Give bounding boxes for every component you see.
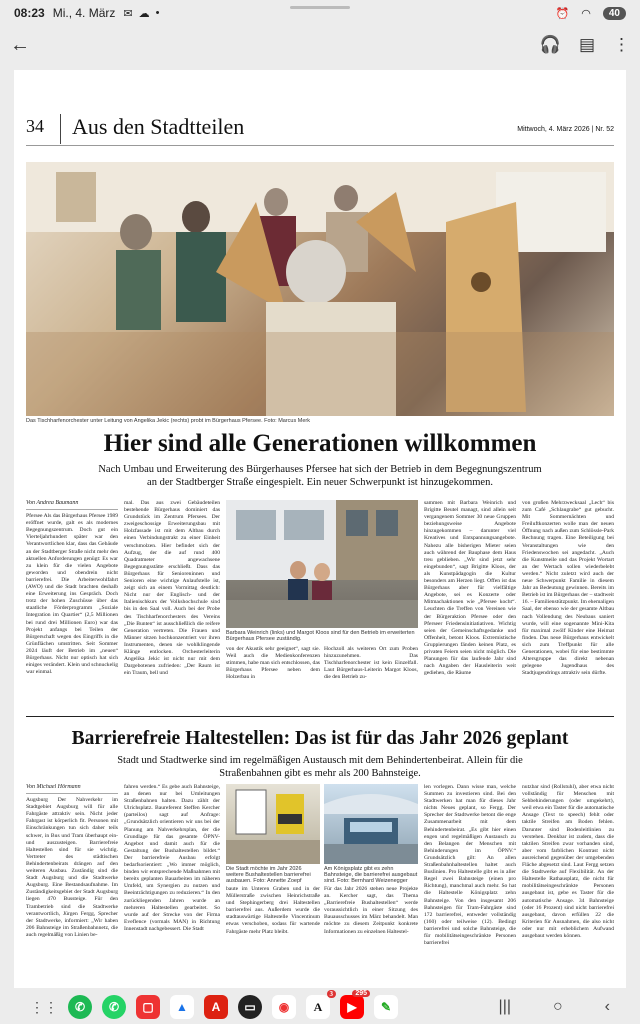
- newspaper-app-icon[interactable]: A 3: [306, 995, 330, 1019]
- whatsapp-app-icon[interactable]: ✆: [102, 995, 126, 1019]
- byline: Von Michael Hörmann: [26, 784, 118, 794]
- dot-icon: •: [155, 7, 160, 19]
- byline: Von Andrea Baumann: [26, 500, 118, 510]
- phone-app-icon[interactable]: ✆: [68, 995, 92, 1019]
- home-icon[interactable]: ○: [553, 998, 563, 1015]
- article-column: Für das Jahr 2026 stehen neue Projekte an. Kercher sagt, das Thema „Barrierefreie Bushaltestellen“ werde voraussichtlich in einer Sitzung des Bauausschusses im März behandelt. Man möchte zu diesem Zeitpunkt konkrete Informationen zu einzelnen Haltestel-: [324, 886, 418, 935]
- app-drawer-icon[interactable]: ⋮⋮: [30, 998, 58, 1015]
- battery-indicator: 40: [603, 7, 626, 20]
- article-column: [26, 784, 118, 984]
- flipboard-app-icon[interactable]: ▢: [136, 995, 160, 1019]
- article-column: sammen mit Barbara Weinrich und Brigitte Beutel managt, sind allein seit vergangenem Sommer 30 neue Gruppen beziehungsweise Angebote hinzugekommen – darunter viel Kreatives und Entspannungsangebote. Nahezu alle bisherigen Mieter seien auch während der Bauphase dem Haus treu geblieben. „Wir sind jetzt sehr eingebunden“, sagt Brigitte Kloos, der als Kunstpädagogin die Kultur besonders am Herzen liegt. Offen ist das Bürgerhaus aber für vielfältige Angebote, sei es Konzerte oder Mitmachaktionen wie „Pfersee kocht“. Leuchten die Treffen von Vereinen wie der Bürgeraktion Pfersee oder den Pferseer Friedensinitiatiativen. Wichtig seien der Gemeinschaftsgedanke und Offenheit, betont Kloos. Extremistische Gruppierungen fänden keinen Platz, es privaten Feiern seien nicht möglich. Die Planungen für das laufende Jahr sind nach Angaben der Hausleiterin weit gediehen, die Räume: [424, 500, 516, 677]
- article-column: nutzbar sind (Rollstuhl), aber etwa nicht vollständig für Menschen mit Sehbehinderungen (oder umgekehrt), weil etwa ein Taster für die automatische Ansage (Text to speech) fehlt oder taktile Streifen am Boden fehlen. Darunter sind Bodenleitlinien zu verstehen. Denkbar ist zudem, dass die taktilen Streifen zwar vorhanden sind, aber vom farblichen Kontrast nicht ausreichend gegenüber der umgebenden Fläche abgesetzt sind. Laut Fergg setzen die Stadtwerke auf Flexibilität. An der Haltestelle Rathausplatz, die nicht für mobilitätseingeschränkte Personen ausgebaut ist, gebe es Taster für die automatische Ansage. 34 Bahnsteige (oder 16 Prozent) sind nicht barrierefrei ausgebaut, davon erfüllen 22 die Kriterien für Ausnahmen, die also nicht oder nur mit erheblichem Aufwand ausgebaut werden können.: [522, 784, 614, 939]
- article-column: len vorlegen. Dann wisse man, welche Summen zu investieren sind. Bei den Stadtwerken hat man für dieses Jahr nichts Neues geplant, so Fergg. Der Sprecher der Stadtwerke betont die enge Zusammenarbeit mit dem Behindertenbeirat. „Es gibt hier einen engen und regelmäßigen Austausch zu den Belangen der Menschen mit Behinderungen im ÖPNV.“ Grundsätzlich gilt: An allen Straßenbahnhaltestellen haltet auch Buslinien. Pro Haltestelle gibt es in aller Regel zwei Bahnsteige (einen pro Richtung), manchmal auch mehr. So hat die Haltestelle Königsplatz zehn Bahnsteige. Von den insgesamt 206 Bahnsteigen für Tram-Fahrgäste sind 172 barrierefrei, entweder vollständig (160) oder teilweise (12). Bedingt barrierefrei und solche Bahnsteige, die für mobilitätseingeschränkte Personen barrierefrei: [424, 784, 516, 947]
- article-column: fahren werden.“ Es gebe auch Bahnsteige, an denen nur bei Umleitungen Straßenbahnen halten. Dazu zählt der Ulrichsplatz. Baureferent Steffen Kercher (parteilos) sagt auf Anfrage: „Grundsätzlich orientieren wir uns bei der Planung am Nahverkehrsplan, der die Grundlage für das gesamte ÖPNV-Angebot und damit auch für die Gestaltung der Bushaltestellen bildet.“ Der barrierefreie Ausbau erfolgt bedarfsorientiert: „Wo immer möglich, binden wir entsprechende Maßnahmen mit bereits geplanten Bauarbeiten im näheren Umfeld, um Synergien zu nutzen und Beeinträchtigungen zu reduzieren.“ In den zurückliegenden Jahren wurde an mehreren Haltestellen gearbeitet. So wurde auf der Strecke von der Firma Eveflence (vormals MAN) in Richtung Innenstadt nachgebessert. Die Stadt: [124, 784, 220, 932]
- clock: 08:23: [14, 6, 45, 20]
- youtube-app-icon[interactable]: ▶ 295: [340, 995, 364, 1019]
- system-nav-bar: [0, 990, 640, 1024]
- article-lead: Nach Umbau und Erweiterung des Bürgerhauses Pfersee hat sich der Betrieb in dem Begegnungszentrum an der Stadtberger Straße eingespielt. Ein neuer Schwerpunkt ist hinzugekommen.: [98, 464, 542, 488]
- app-bar: [0, 26, 640, 64]
- date: Mi., 4. März: [52, 6, 116, 20]
- maps-app-icon[interactable]: ◉: [272, 995, 296, 1019]
- acrobat-app-icon[interactable]: A: [204, 995, 228, 1019]
- bus-app-icon[interactable]: ▭: [238, 995, 262, 1019]
- more-menu-icon[interactable]: ⋮: [613, 35, 630, 54]
- staff-photo: [226, 500, 418, 628]
- article-column: mal. Das aus zwei Gebäudeteilen bestehende Bürgerhaus dominiert das Grundstück im Zentrum Pfersees. Der zweigeschossige Erweiterungsbau mit Holzfassade ist mit dem Altbau durch einen Verbindungstrakt zu einer Einheit verschmolzen. Hier befindet sich der Aufzug, der die auf rund 400 Quadratmeter angewachsene Begegnungsstätte erschließt. Dass das Bürgerhaus für Senioreninnen und Senioren eine wichtige Anlaufstelle ist, zeigt sich an einem Vormittag deutlich: Nicht nur der Englisch- und der Italienischkurs der Volkshochschule sind bis in den Saal voll. Auch bei der Probe des Tischharfenorchesters des Vereins „Die Bunten“ ist ausschließlich die reifere Generation vertreten. Die Frauen und Männer sitzen hochkonzentriert vor ihren Instrumenten, denen sie wohlklingende Klänge entlocken. Orchesterleiterin Angelika Jekic ist nicht nur mit dem Dargebotenen zufrieden: „Der Raum ist ein Traum, bell und: [124, 500, 220, 677]
- back-icon[interactable]: ‹: [604, 998, 610, 1015]
- headphones-icon[interactable]: 🎧: [539, 35, 561, 54]
- status-bar: [0, 0, 640, 26]
- photo-caption: Barbara Weinrich (links) und Margot Kloos sind für den Betrieb im erweiterten Bürgerhaus Pfersee zuständig.: [226, 630, 415, 642]
- wifi-icon: ◠: [581, 7, 591, 20]
- article-column: von großen Mehrzwecksaal „Lech“ bis zum Café „Schlaugrabe“ gut gebucht. Mit Sommernächten und Freiluftkonzerten wolle man der neuen Öffnung nach außen zum Schlössle-Park Rechnung tragen. Eine Beteiligung bei Veranstaltungen wie den Friedenswochen sei angedacht. „Auch die Kunstmeile und das Projekt Wortart an der Wertach sollen wiederbelebt werden.“ Nicht zuletzt wird auch der neue Schwerpunkt Familie in diesem Jahr an Bedeutung gewinnen. Bereits im Betrieb ist im Bürgerhaus der – stadtweit 16. – Familienstützpunkt. Im ehemaligen Saal, der ebenso wie der gesamte Altbau nach Vollendung des Neubaus saniert wurde, will eine sogenannte Mini-Kita für maximal zwölf Kinder eine Heimat finden. Das neue Bürgerhaus entwickelt sich zum Treffpunkt für alle Generationen, wobei für eine bestimmte Altersgruppe das direkt nebenan gelegene Jugendhaus des Stadtjugendrings attraktiv sein dürfte.: [522, 500, 614, 677]
- article-text: Pfersee Als das Bürgerhaus Pfersee 1989 eröffnet wurde, galt es als modernes Begegnungszentrum. Doch gut ein Vierteljahrhundert später war den Verantwortlichen klar, dass das Gebäude an der Stadtberger Straße nicht mehr den aktuellen Anforderungen genügt: Es war zu klein für die vielen Angebote geworden und obendrein nicht barrierefrei. Die Arbeiterwohlfahrt (AWO) und die Stadt brachten deshalb eine Erweiterung ins Gespräch. Doch trotz der hohen Zuschüsse über das staatliche Förderprogramm „Soziale Integration im Quartier“ (2,5 Millionen bei rund drei Millionen Euro) war das Projekt anfangs bei Teilen der Bürgerschaft wegen des Eingriffs in die Grünflächen umstritten. Seit Sommer 2024 läuft der Betrieb im „neuen“ Bürgerhaus. Nicht nur optisch hat sich einiges verändert. Klein und schnuckelig war einmal.: [26, 513, 118, 676]
- article-column: Hochzoll als weiteren Ort zum Proben hinzuzunehmen. Das Tischharfenorchester ist kein Einzelfall. Laut Bürgerhaus-Leiterin Margot Kloos, die den Betrieb zu-: [324, 646, 418, 681]
- page-number: 34: [26, 116, 44, 136]
- article-column: baute im Unteren Graben und in der Müllerstraße zwischen Heinrichstraße und Stephingerberg drei Haltestellen barrierefrei aus. Außerdem wurde die stadtauswärtige Haltestelle Vincentinum etwas verschoben, sodass für wartende Fahrgäste mehr Platz bleibt.: [226, 886, 320, 935]
- newspaper-page[interactable]: [14, 70, 626, 988]
- photo-caption: Die Stadt möchte im Jahr 2026 weitere Bushaltestellen barrierefrei ausbauen. Foto: Annette Zoepf: [226, 866, 311, 884]
- article-view-icon[interactable]: ▤: [578, 35, 595, 54]
- photo-caption: Am Königsplatz gibt es zehn Bahnsteige, die barrierefrei ausgebaut sind. Foto: Bernhard Weizenegger: [324, 866, 418, 884]
- mail-icon: ✉: [123, 7, 133, 20]
- recent-apps-icon[interactable]: |||: [498, 998, 511, 1015]
- tram-stop-photo: [324, 784, 418, 864]
- alarm-icon: ⏰: [555, 7, 570, 20]
- article-divider: [26, 716, 614, 717]
- article-headline[interactable]: Barrierefreie Haltestellen: Das ist für das Jahr 2026 geplant: [71, 728, 569, 749]
- article-column: von der Akustik sehr geeignet“, sagt sie. Weil auch die Medienkonferenzen stimmen, habe man sich entschlossen, das Bürgerhaus Pfersee neben dem Holzerbau in: [226, 646, 320, 681]
- article-lead: Stadt und Stadtwerke sind im regelmäßigen Austausch mit dem Behindertenbeirat. Allein für die Straßenbahnen gibt es mehr als 200 Bahnsteige.: [117, 755, 523, 779]
- back-arrow-icon[interactable]: ←: [10, 33, 30, 56]
- bus-stop-photo: [226, 784, 320, 864]
- notification-badge: 295: [352, 990, 370, 997]
- issue-date: Mittwoch, 4. März 2026 | Nr. 52: [517, 126, 614, 133]
- header-divider: [60, 114, 61, 144]
- section-title: Aus den Stadtteilen: [72, 114, 245, 139]
- photo-caption: Das Tischharfenorchester unter Leitung von Angelika Jekic (rechts) probt im Bürgerhaus Pfersee. Foto: Marcus Merk: [26, 418, 310, 424]
- feather-app-icon[interactable]: ✎: [374, 995, 398, 1019]
- orchestra-photo: [26, 162, 614, 416]
- article-headline[interactable]: Hier sind alle Generationen willkommen: [103, 430, 537, 457]
- article-column: [26, 500, 118, 712]
- drive-app-icon[interactable]: ▲: [170, 995, 194, 1019]
- drag-handle[interactable]: [290, 6, 350, 9]
- notification-badge: 3: [327, 990, 337, 998]
- cloud-icon: ☁: [138, 7, 150, 20]
- page-header: [26, 114, 614, 146]
- article-text: Augsburg Der Nahverkehr im Stadtgebiet Augsburg will für alle Fahrgäste attraktiv sein. Nicht jeder Fahrgast ist körperlich fit. Personen mit Einschränkungen tun sich daher teils schwer, in Bus und Tram überhaupt ein- und auszusteigen. Barrierefreie Haltestellen sind für sie wichtig. Vertreter des städtischen Behindertenbeirats drängen auf den weiteren Ausbau. Zuständig sind die Stadt Augsburg und die Stadtwerke Augsburg. Eine Bestandsaufnahme. Im Zuständigkeitsgebiet der Stadt Augsburg liegen 470 Bussteige. Für den Trambetrieb sind die Stadtwerke verantwortlich, Jürgen Fergg, Sprecher der Stadtwerke, informiert: „Wir haben 206 Bahnsteige im Straßenbahnnetz, die auch regelmäßig von Linien be-: [26, 797, 118, 938]
